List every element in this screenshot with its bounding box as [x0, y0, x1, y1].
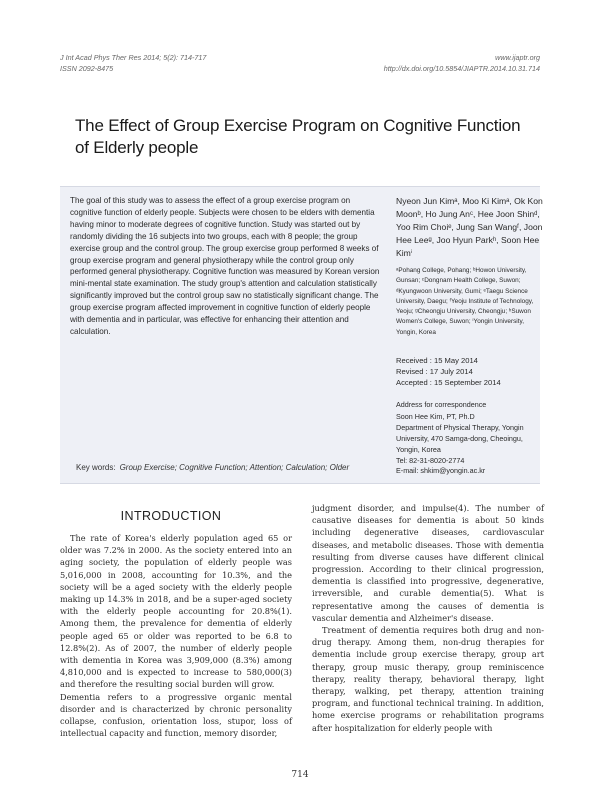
received-date: Received : 15 May 2014 [396, 356, 478, 365]
keywords-label: Key words: [76, 463, 116, 472]
author-list: Nyeon Jun Kimᵃ, Moo Ki Kimᵃ, Ok Kon Moonᵇ, Ho Jung Anᶜ, Hee Joon Shinᵈ, Yoo Rim Choiᵉ, Jung San Wangᶠ, Joon Hee Leeᵍ, Joo Hyun Parkʰ, Soon Hee Kimⁱ [396, 196, 543, 258]
paper-title: The Effect of Group Exercise Program on Cognitive Function of Elderly people [75, 116, 521, 157]
correspondence-name: Soon Hee Kim, PT, Ph.D [396, 411, 475, 421]
body-column-left [60, 532, 292, 739]
abstract-text: The goal of this study was to assess the effect of a group exercise program on cognitive function of elderly people. Subjects were chosen to be elders with dementia having minor to moderate degrees of cognitive function. Study was started out by randomly dividing the 16 subjects into two groups, each with 8 people; the group exercise group and the control group. The group exercise group performed 8 weeks of group exercise program and general physiotherapy while the control group only performed general physiotherapy. Cognitive function was measured by Korean version mini-mental state examination. The study group's attention and calculation statistically significantly improved but the control group saw no statistically significant change. The group exercise program affected improvement in cognitive function of elderly people with dementia and in particular, was effective for enhancing their attention and calculation. [70, 196, 380, 336]
correspondence-tel: Tel: 82-31-8020-2774 [396, 455, 465, 465]
website-link[interactable]: www.ijaptr.org [495, 53, 540, 62]
doi-link[interactable]: http://dx.doi.org/10.5854/JIAPTR.2014.10.31.714 [383, 64, 540, 73]
introduction-heading: INTRODUCTION [120, 509, 222, 523]
article-dates [396, 355, 544, 389]
body-column-right [312, 502, 544, 734]
journal-line: J Int Acad Phys Ther Res 2014; 5(2): 714-717 [60, 53, 207, 62]
keywords-value: Group Exercise; Cognitive Function; Attention; Calculation; Older [119, 463, 350, 472]
correspondence-email[interactable]: E-mail: shkim@yongin.ac.kr [396, 466, 486, 476]
correspondence-block [396, 400, 544, 477]
correspondence-heading: Address for correspondence [396, 400, 487, 409]
paragraph: Treatment of dementia requires both drug and non-drug therapy. Among them, non-drug therapies for dementia include group exercise therapy, group art therapy, group music therapy, group reminiscence therapy, reality therapy, behavioral therapy, light therapy, walking, pet therapy, attention training program, and functional technical training. In addition, home exercise programs or rehabilitation programs after hospitalization for elderly people with [312, 625, 544, 733]
paragraph: judgment disorder, and impulse(4). The number of causative diseases for dementia is about 50 kinds including degenerative diseases, cardiovascular diseases, and metabolic diseases. Those with dementia resulting from diverse causes have different clinical progression. According to their clinical progression, dementia is classified into progressive, degenerative, irreversible, and curable dementia(5). What is representative among the causes of dementia is vascular dementia and Alzheimer's disease. [312, 503, 544, 623]
issn-line: ISSN 2092-8475 [60, 64, 114, 73]
affiliations: ᵃPohang College, Pohang; ᵇHowon University, Gunsan; ᶜDongnam Health College, Suwon; ᵈKyungwoon University, Gumi; ᵉTaegu Science University, Daegu; ᶠYeoju Institute of Technology, Yeoju; ᵍCheongju University, Cheongju; ʰSuwon Women's College, Suwon; ⁱYongin University, Yongin, Korea [396, 267, 534, 336]
correspondence-address: Department of Physical Therapy, Yongin University, 470 Samga-dong, Cheoingu, Yongin, Korea [396, 422, 524, 454]
paragraph: Dementia refers to a progressive organic mental disorder and is characterized by chronic personality collapse, confusion, orientation loss, stupor, loss of intellectual capacity and function, memory disorder, [60, 691, 292, 739]
accepted-date: Accepted : 15 September 2014 [396, 378, 501, 388]
journal-web [280, 52, 540, 74]
keywords [76, 463, 386, 472]
revised-date: Revised : 17 July 2014 [396, 367, 473, 377]
paragraph: The rate of Korea's elderly population aged 65 or older was 7.2% in 2000. As the society entered into an aging society, the population of elderly people was 5,016,000 in 2008, accounting for 10.3%, and the society will be a aged society with the elderly people making up 14.3% in 2018, and be a super-aged society with the elderly people accounting for 20.8%(1). Among them, the prevalence for dementia of elderly people aged 65 or older was reported to be 6.8 to 12.8%(2). As of 2007, the number of elderly people with dementia in Korea was 3,909,000 (8.3%) among 4,810,000 and is expected to increase to 580,000(3) and therefore the resulting social burden will grow. [60, 533, 292, 690]
page-number: 714 [291, 770, 309, 780]
